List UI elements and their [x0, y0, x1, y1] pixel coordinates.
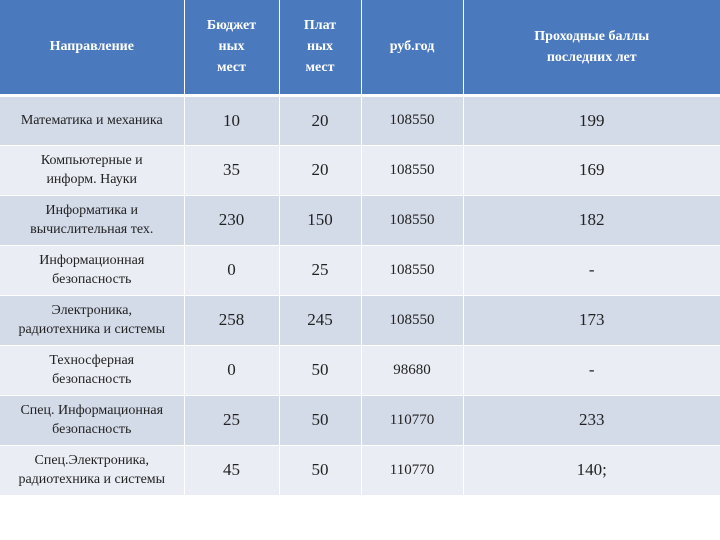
- table-row: [0, 395, 720, 445]
- direction-cell: Информационная безопасность: [0, 245, 184, 295]
- table-row: [0, 145, 720, 195]
- table-row: [0, 295, 720, 345]
- budget-places-cell: 25: [184, 395, 279, 445]
- direction-cell: Спец. Информационная безопасность: [0, 395, 184, 445]
- header-price-per-year: руб.год: [361, 0, 463, 95]
- paid-places-cell: 20: [279, 95, 361, 145]
- price-cell: 108550: [361, 195, 463, 245]
- header-direction: Направление: [0, 0, 184, 95]
- table-row: [0, 345, 720, 395]
- header-paid-places: Плат ных мест: [279, 0, 361, 95]
- table-row: [0, 195, 720, 245]
- budget-places-cell: 45: [184, 445, 279, 495]
- price-cell: 108550: [361, 145, 463, 195]
- passing-score-cell: 173: [463, 295, 720, 345]
- price-cell: 98680: [361, 345, 463, 395]
- table-body: [0, 95, 720, 495]
- budget-places-cell: 10: [184, 95, 279, 145]
- table-row: [0, 445, 720, 495]
- budget-places-cell: 258: [184, 295, 279, 345]
- paid-places-cell: 50: [279, 345, 361, 395]
- passing-score-cell: 140;: [463, 445, 720, 495]
- passing-score-cell: 169: [463, 145, 720, 195]
- paid-places-cell: 150: [279, 195, 361, 245]
- passing-score-cell: 182: [463, 195, 720, 245]
- direction-cell: Спец.Электроника, радиотехника и системы: [0, 445, 184, 495]
- passing-score-cell: -: [463, 245, 720, 295]
- passing-score-cell: 199: [463, 95, 720, 145]
- direction-cell: Техносферная безопасность: [0, 345, 184, 395]
- budget-places-cell: 0: [184, 245, 279, 295]
- paid-places-cell: 20: [279, 145, 361, 195]
- passing-score-cell: 233: [463, 395, 720, 445]
- direction-cell: Математика и механика: [0, 95, 184, 145]
- header-budget-places: Бюджет ных мест: [184, 0, 279, 95]
- direction-cell: Электроника, радиотехника и системы: [0, 295, 184, 345]
- price-cell: 110770: [361, 395, 463, 445]
- budget-places-cell: 0: [184, 345, 279, 395]
- table-row: [0, 95, 720, 145]
- budget-places-cell: 230: [184, 195, 279, 245]
- price-cell: 108550: [361, 245, 463, 295]
- header-passing-scores: Проходные баллы последних лет: [463, 0, 720, 95]
- price-cell: 110770: [361, 445, 463, 495]
- direction-cell: Информатика и вычислительная тех.: [0, 195, 184, 245]
- paid-places-cell: 25: [279, 245, 361, 295]
- passing-score-cell: -: [463, 345, 720, 395]
- direction-cell: Компьютерные и информ. Науки: [0, 145, 184, 195]
- table-row: [0, 245, 720, 295]
- paid-places-cell: 245: [279, 295, 361, 345]
- paid-places-cell: 50: [279, 395, 361, 445]
- paid-places-cell: 50: [279, 445, 361, 495]
- budget-places-cell: 35: [184, 145, 279, 195]
- header-row: [0, 0, 720, 95]
- price-cell: 108550: [361, 95, 463, 145]
- price-cell: 108550: [361, 295, 463, 345]
